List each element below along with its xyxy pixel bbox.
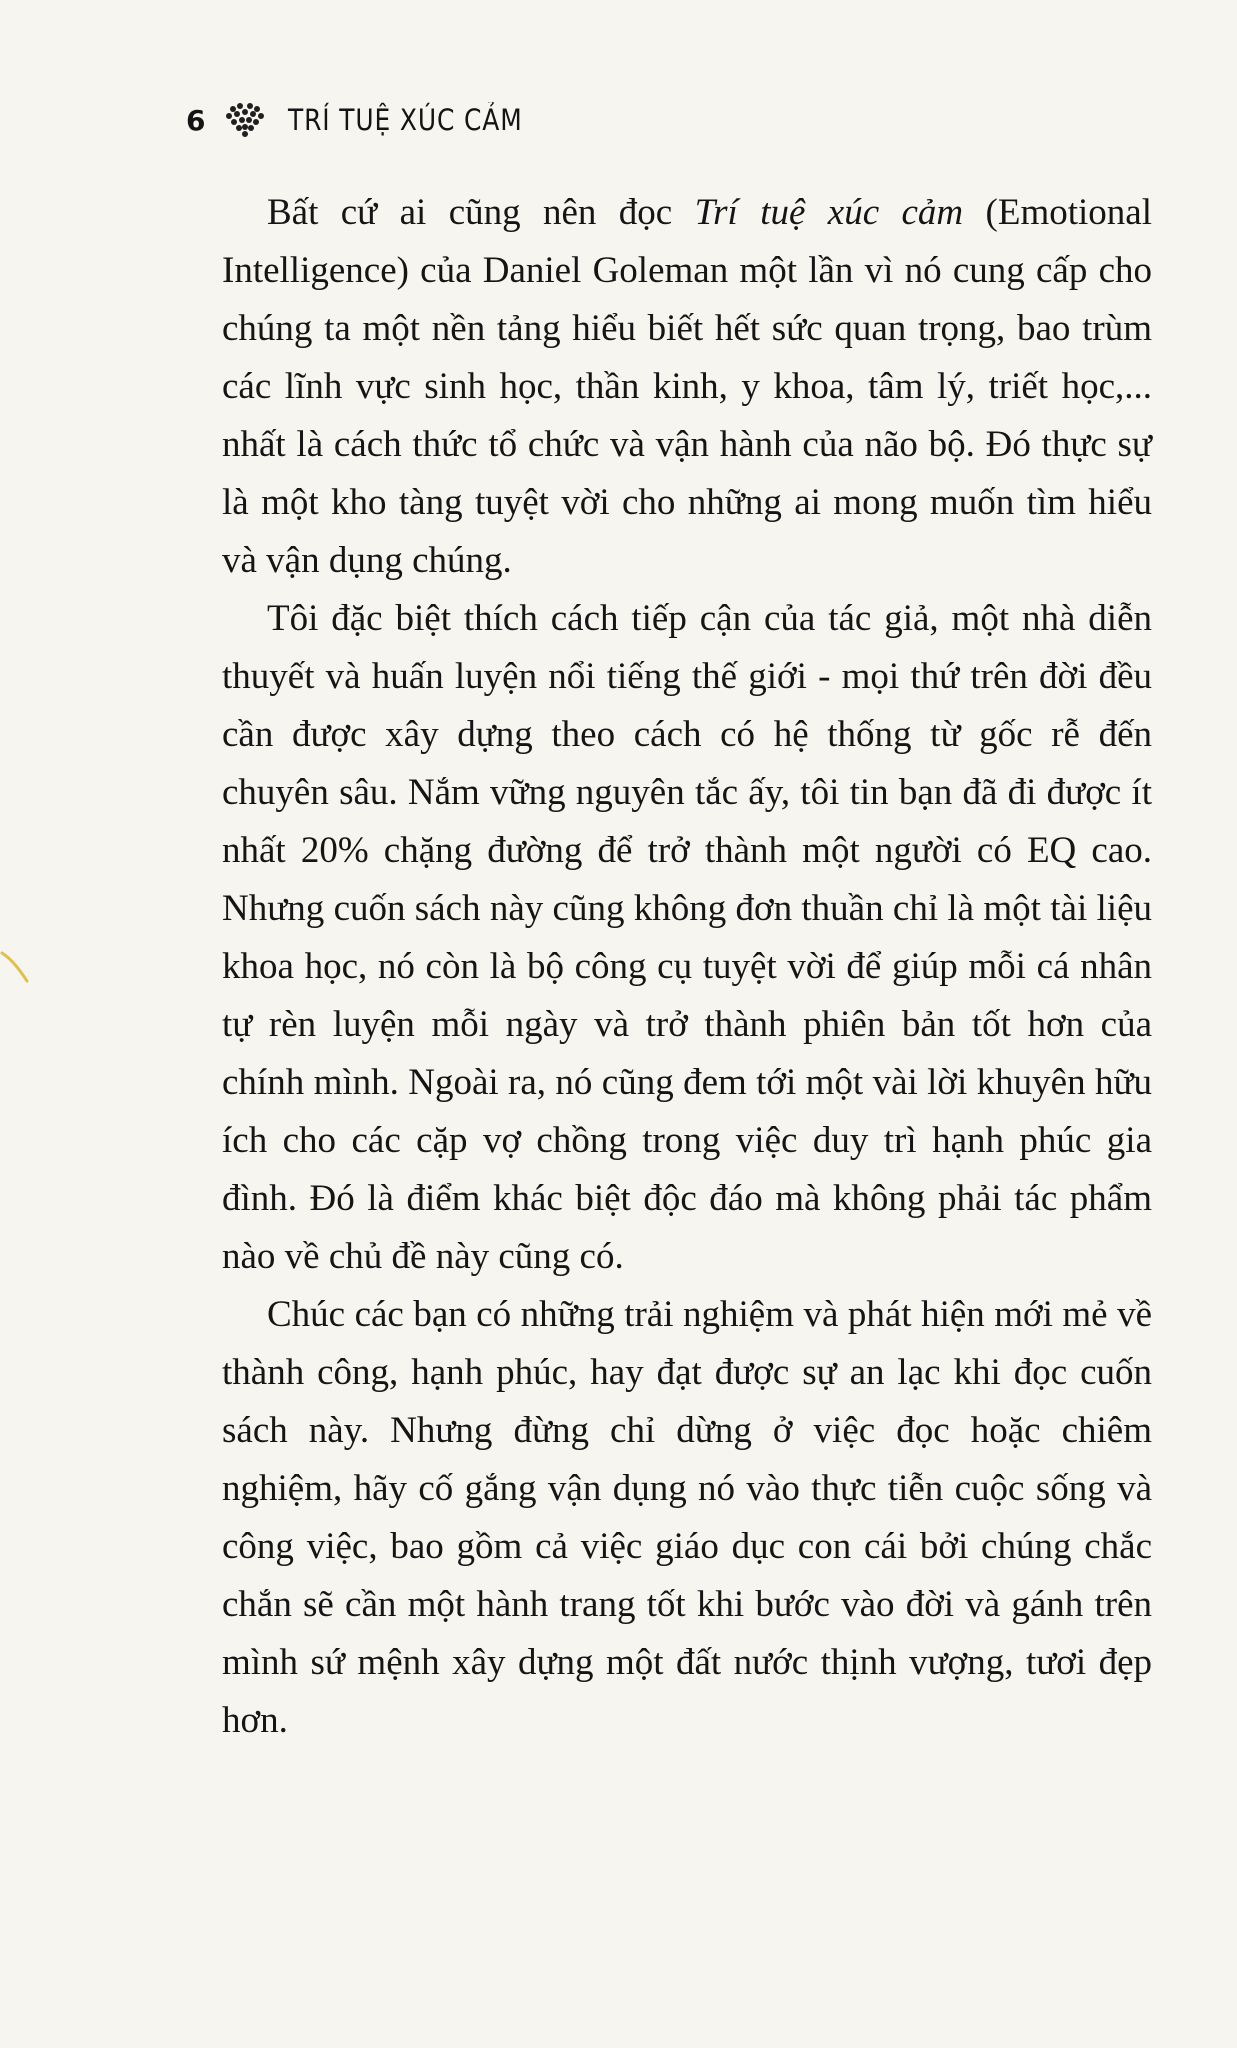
main-text <box>222 184 1152 1750</box>
page-number: 6 <box>186 103 207 137</box>
book-title-italic: Trí tuệ xúc cảm <box>694 192 964 233</box>
paragraph-2: Tôi đặc biệt thích cách tiếp cận của tác giả, một nhà diễn thuyết và huấn luyện nổi tiếng thế giới - mọi thứ trên đời đều cần được xây dựng theo cách có hệ thống từ gốc rễ đến chuyên sâu. Nắm vững nguyên tắc ấy, tôi tin bạn đã đi được ít nhất 20% chặng đường để trở thành một người có EQ cao. Nhưng cuốn sách này cũng không đơn thuần chỉ là một tài liệu khoa học, nó còn là bộ công cụ tuyệt vời để giúp mỗi cá nhân tự rèn luyện mỗi ngày và trở thành phiên bản tốt hơn của chính mình. Ngoài ra, nó cũng đem tới một vài lời khuyên hữu ích cho các cặp vợ chồng trong việc duy trì hạnh phúc gia đình. Đó là điểm khác biệt độc đáo mà không phải tác phẩm nào về chủ đề này cũng có. <box>222 598 1152 1277</box>
heart-ornament-icon <box>224 102 266 138</box>
paragraph-1-text-start: Bất cứ ai cũng nên đọc <box>267 192 695 233</box>
paragraph-1-text-end: (Emotional Intelligence) của Daniel Goleman một lần vì nó cung cấp cho chúng ta một nền tảng hiểu biết hết sức quan trọng, bao trùm các lĩnh vực sinh học, thần kinh, y khoa, tâm lý, triết học,... nhất là cách thức tổ chức và vận hành của não bộ. Đó thực sự là một kho tàng tuyệt vời cho những ai mong muốn tìm hiểu và vận dụng chúng. <box>222 192 1152 581</box>
paragraph-1 <box>222 184 1152 590</box>
margin-mark-icon <box>0 950 34 986</box>
running-header <box>186 98 561 142</box>
paragraph-3: Chúc các bạn có những trải nghiệm và phát hiện mới mẻ về thành công, hạnh phúc, hay đạt được sự an lạc khi đọc cuốn sách này. Nhưng đừng chỉ dừng ở việc đọc hoặc chiêm nghiệm, hãy cố gắng vận dụng nó vào thực tiễn cuộc sống và công việc, bao gồm cả việc giáo dục con cái bởi chúng chắc chắn sẽ cần một hành trang tốt khi bước vào đời và gánh trên mình sứ mệnh xây dựng một đất nước thịnh vượng, tươi đẹp hơn. <box>222 1294 1152 1741</box>
book-title: TRÍ TUỆ XÚC CẢM <box>288 103 524 137</box>
